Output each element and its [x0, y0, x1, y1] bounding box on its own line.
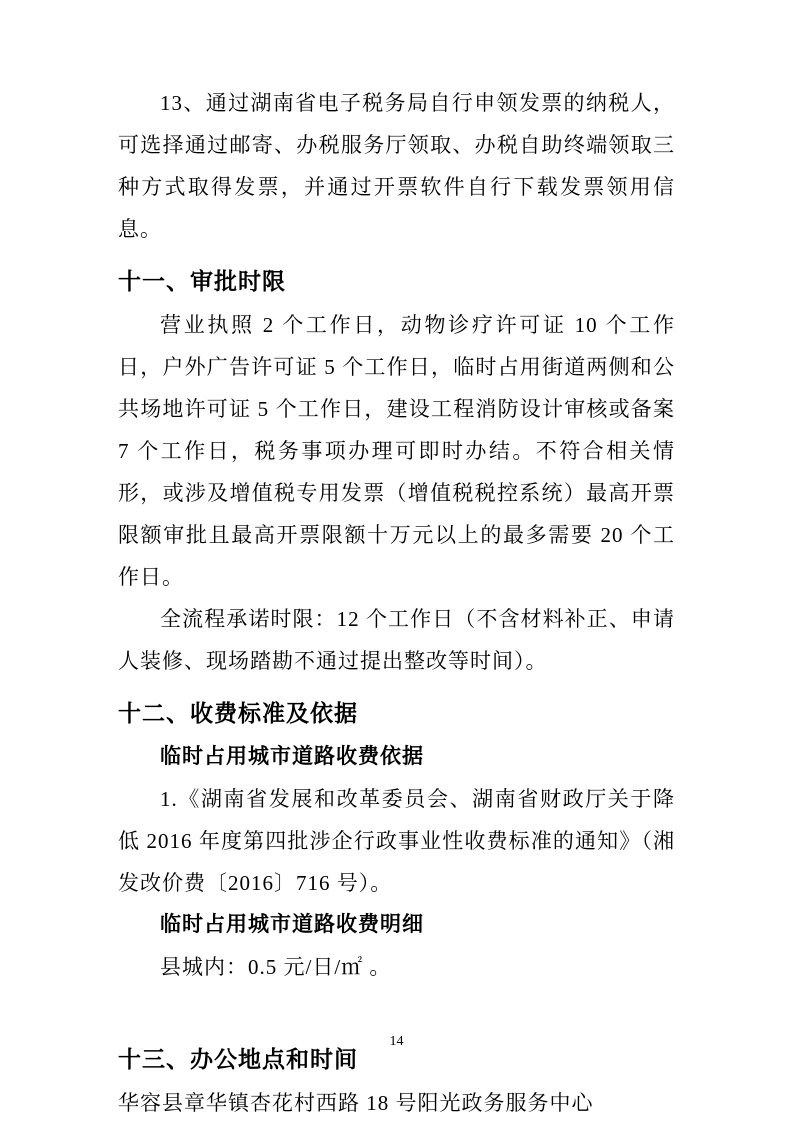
paragraph-invoice-collection: 13、通过湖南省电子税务局自行申领发票的纳税人，可选择通过邮寄、办税服务厅领取、办税自助终端领取三种方式取得发票，并通过开票软件自行下载发票领用信息。	[118, 91, 675, 241]
subheading-road-occupation-fee-detail: 临时占用城市道路收费明细	[160, 913, 424, 936]
paragraph-fee-rate-county: 县城内：0.5 元/日/㎡ 。	[160, 955, 392, 979]
paragraph-approval-working-days: 营业执照 2 个工作日，动物诊疗许可证 10 个工作日，户外广告许可证 5 个工作日，临时占用街道两侧和公共场地许可证 5 个工作日，建设工程消防设计审核或备案 7 个工作日，税务事项办理可即时办结。不符合相关情形，或涉及增值税专用发票（增值税税控系统）最高开票限额审批且最高开票限额十万元以上的最多需要 20 个工作日。	[118, 313, 675, 589]
page-number: 14	[389, 1034, 404, 1049]
section-heading-fee-standards: 十二、收费标准及依据	[118, 700, 358, 726]
paragraph-total-process-time-limit: 全流程承诺时限：12 个工作日（不含材料补正、申请人装修、现场踏勘不通过提出整改等时间）。	[118, 607, 675, 673]
subheading-road-occupation-fee-basis: 临时占用城市道路收费依据	[160, 745, 424, 768]
paragraph-office-address: 华容县章华镇杏花村西路 18 号阳光政务服务中心	[118, 1091, 594, 1115]
section-heading-office-location-time: 十三、办公地点和时间	[118, 1046, 358, 1072]
page-content	[118, 82, 675, 1122]
paragraph-fee-basis-notice: 1.《湖南省发展和改革委员会、湖南省财政厅关于降低 2016 年度第四批涉企行政事业性收费标准的通知》（湘发改价费〔2016〕716 号）。	[118, 787, 675, 895]
section-heading-approval-time-limit: 十一、审批时限	[118, 268, 286, 294]
